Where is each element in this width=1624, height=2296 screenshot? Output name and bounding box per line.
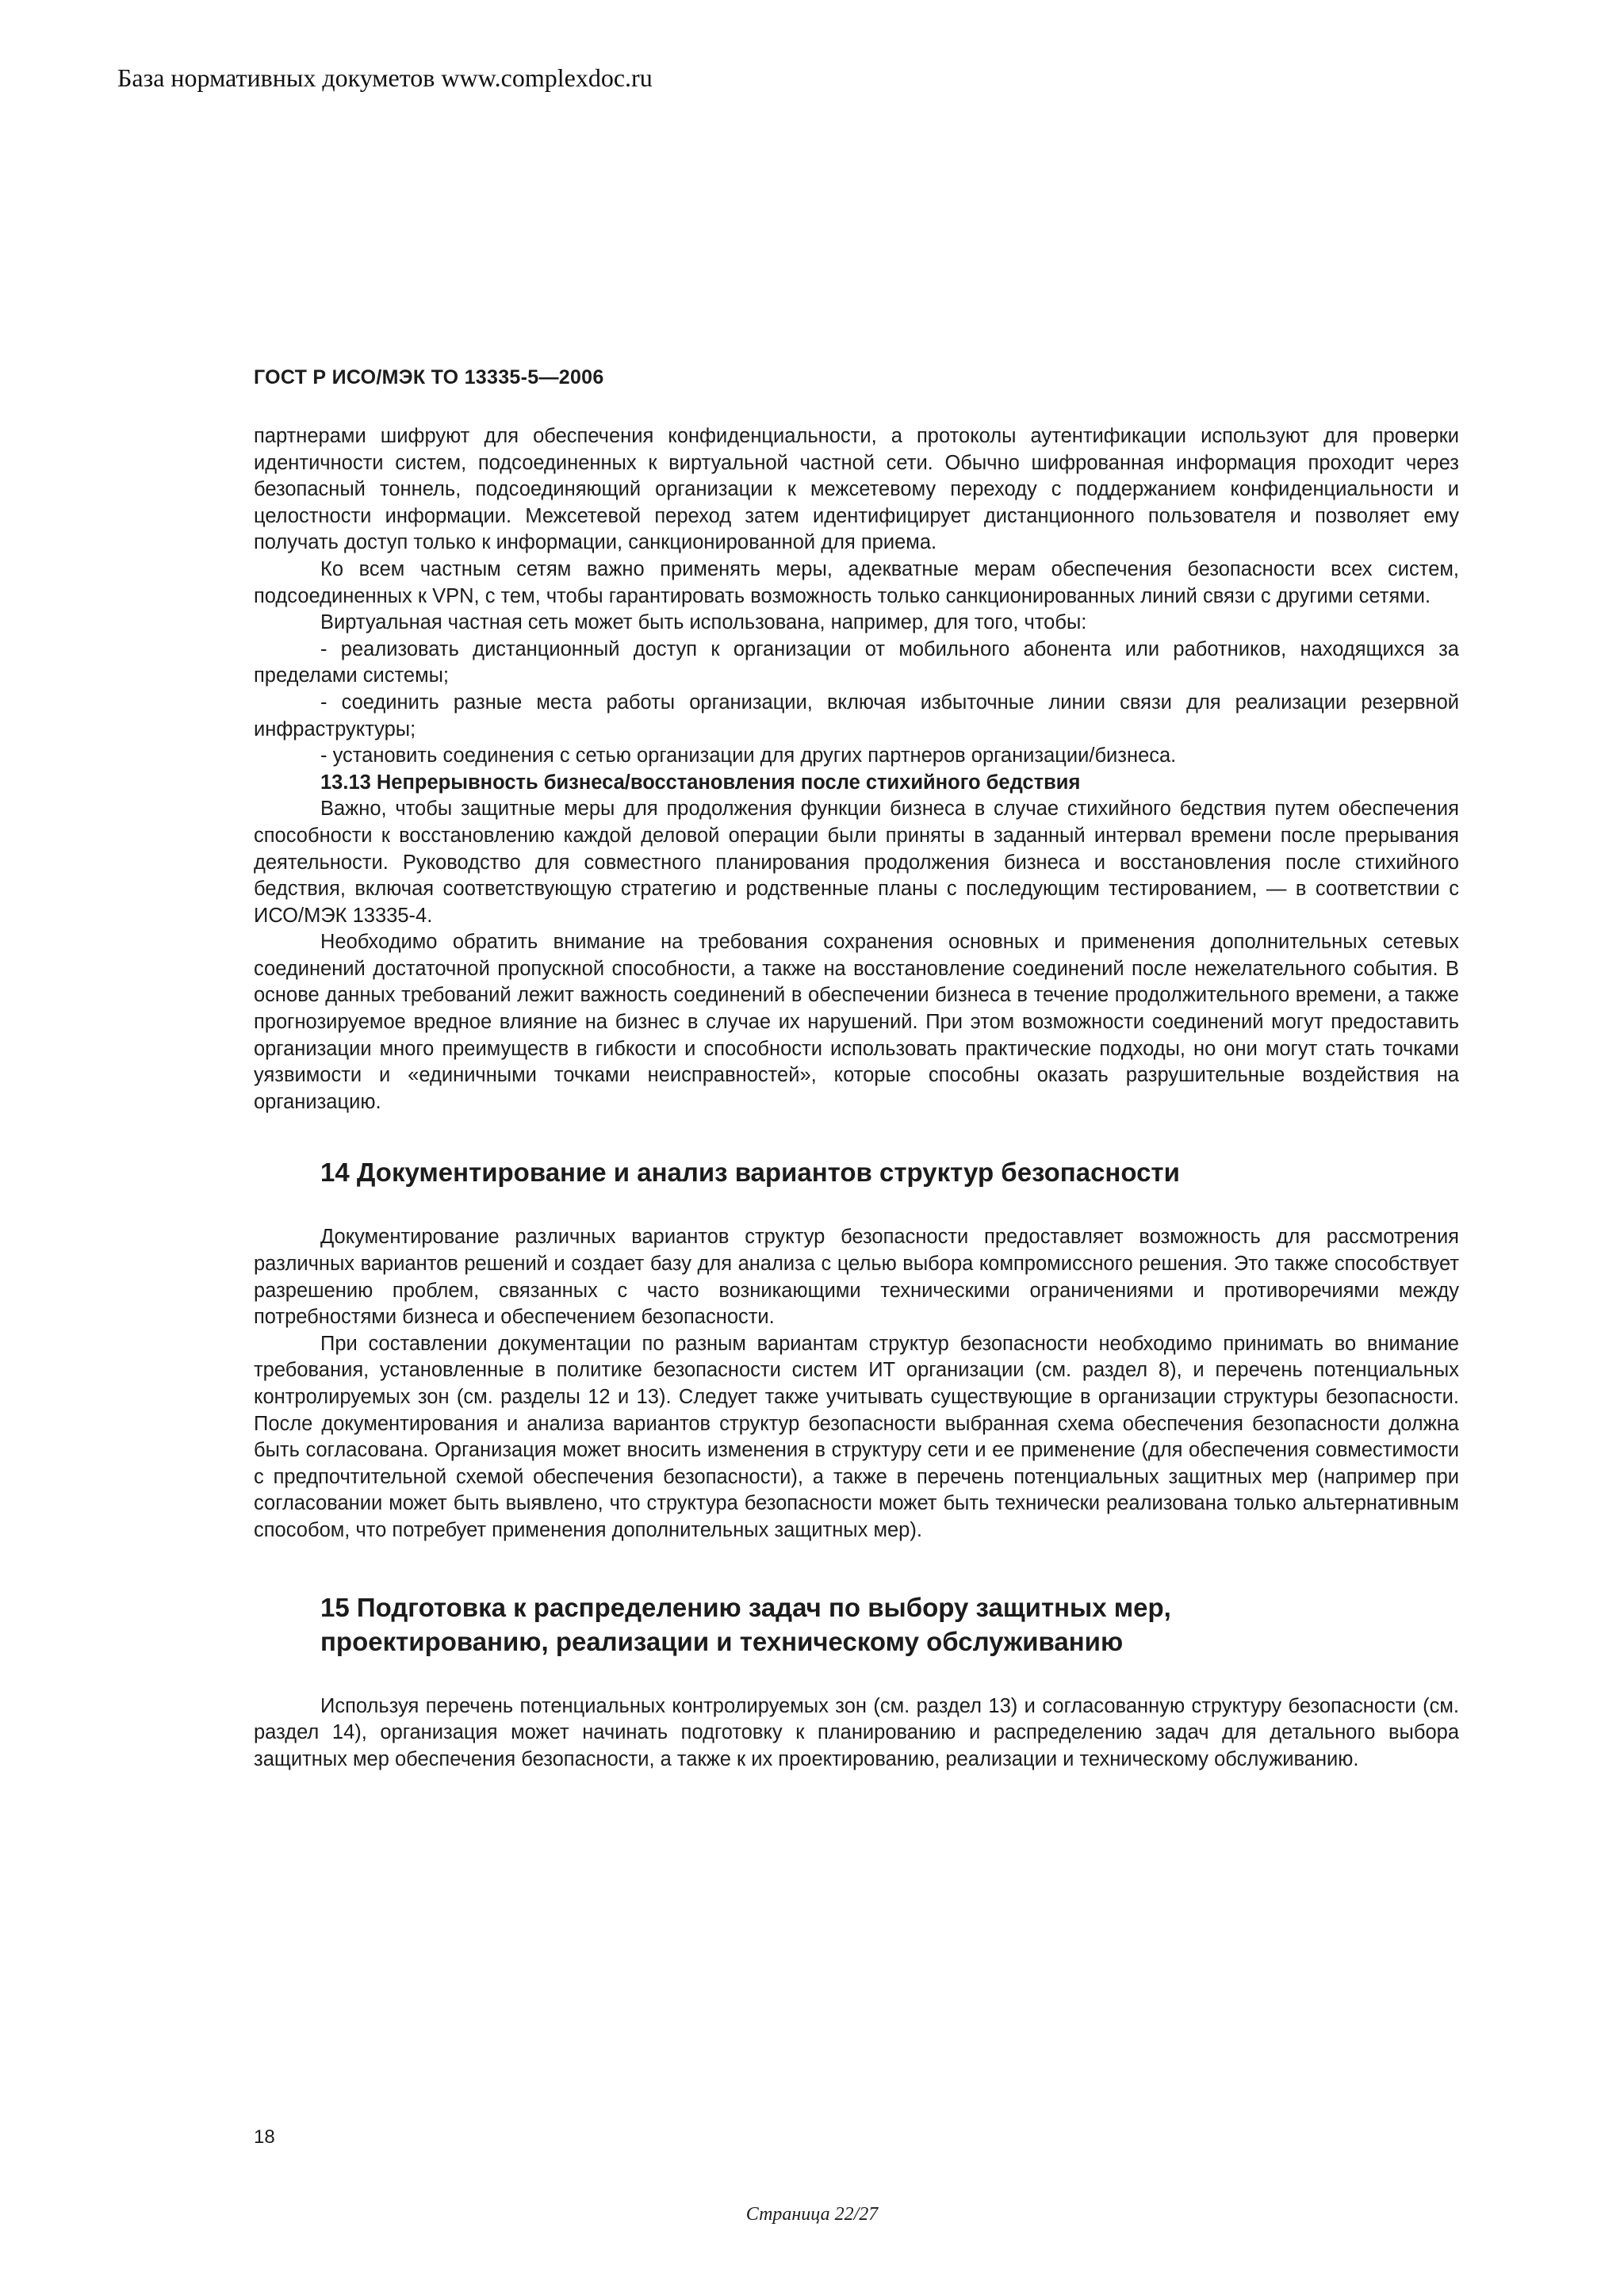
document-body — [254, 423, 1459, 1773]
section-heading-15-line-1: 15 Подготовка к распределению задач по выбору защитных мер, — [320, 1592, 1171, 1622]
paragraph-vpn-continuation: партнерами шифруют для обеспечения конфиденциальности, а протоколы аутентификации используют для проверки идентичности систем, подсоединенных к виртуальной частной сети. Обычно шифрованная информация проходит через безопасный тоннель, подсоединяющий организации к межсетевому переходу с поддержанием конфиденциальности и целостности информации. Межсетевой переход затем идентифицирует дистанционного пользователя и позволяет ему получать доступ только к информации, санкционированной для приема. — [254, 425, 1459, 554]
paragraph-private-networks: Ко всем частным сетям важно применять меры, адекватные мерам обеспечения безопасности всех систем, подсоединенных к VPN, с тем, чтобы гарантировать возможность только санкционированных линий связи с другими сетями. — [254, 557, 1459, 607]
list-item-partner-connections: - установить соединения с сетью организации для других партнеров организации/бизнеса. — [320, 744, 1177, 767]
section-heading-14: 14 Документирование и анализ вариантов структур безопасности — [320, 1158, 1180, 1188]
list-item-connect-sites: - соединить разные места работы организации, включая избыточные линии связи для реализации резервной инфраструктуры; — [254, 691, 1459, 740]
paragraph-business-continuity: Важно, чтобы защитные меры для продолжения функции бизнеса в случае стихийного бедствия путем обеспечения способности к восстановлению каждой деловой операции были приняты в заданный интервал времени после прерывания деятельности. Руководство для совместного планирования продолжения бизнеса и восстановления после стихийного бедствия, включая соответствующую стратегию и родственные планы с последующим тестированием, — в соответствии с ИСО/МЭК 13335-4. — [254, 798, 1459, 927]
site-watermark: База нормативных докуметов www.complexdoc.ru — [117, 63, 653, 92]
paragraph-connection-requirements: Необходимо обратить внимание на требования сохранения основных и применения дополнительных сетевых соединений достаточной пропускной способности, а также на восстановление соединений после нежелательного события. В основе данных требований лежит важность соединений в обеспечении бизнеса в течение продолжительного времени, а также прогнозируемое вредное влияние на бизнес в случае их нарушений. При этом возможности соединений могут предоставить организации много преимуществ в гибкости и способности использовать практические подходы, но они могут стать точками уязвимости и «единичными точками неисправностей», которые способны оказать разрушительные воздействия на организацию. — [254, 931, 1459, 1113]
section-heading-15 — [254, 1590, 1459, 1659]
paragraph-task-preparation: Используя перечень потенциальных контролируемых зон (см. раздел 13) и согласованную структуру безопасности (см. раздел 14), организация может начинать подготовку к планированию и распределению задач для детального выбора защитных мер обеспечения безопасности, а также к их проектированию, реализации и техническому обслуживанию. — [254, 1694, 1459, 1770]
section-heading-15-line-2: проектированию, реализации и техническому обслуживанию — [320, 1626, 1124, 1656]
subsection-heading-13-13: 13.13 Непрерывность бизнеса/восстановления после стихийного бедствия — [320, 771, 1081, 794]
page-number: 18 — [254, 2126, 275, 2148]
paragraph-documentation-requirements: При составлении документации по разным вариантам структур безопасности необходимо принимать во внимание требования, установленные в политике безопасности систем ИТ организации (см. раздел 8), и перечень потенциальных контролируемых зон (см. разделы 12 и 13). Следует также учитывать существующие в организации структуры безопасности. После документирования и анализа вариантов структур безопасности выбранная схема обеспечения безопасности должна быть согласована. Организация может вносить изменения в структуру сети и ее применение (для обеспечения совместимости с предпочтительной схемой обеспечения безопасности), а также в перечень потенциальных защитных мер (например при согласовании может быть выявлено, что структура безопасности может быть технически реализована только альтернативным способом, что потребует применения дополнительных защитных мер). — [254, 1332, 1459, 1541]
paragraph-documenting-variants: Документирование различных вариантов структур безопасности предоставляет возможность для рассмотрения различных вариантов решений и создает базу для анализа с целью выбора компромиссного решения. Это также способствует разрешению проблем, связанных с часто возникающими техническими ограничениями и противоречиями между потребностями бизнеса и обеспечением безопасности. — [254, 1226, 1459, 1329]
paragraph-vpn-uses-intro: Виртуальная частная сеть может быть использована, например, для того, чтобы: — [320, 611, 1087, 634]
list-item-remote-access: - реализовать дистанционный доступ к организации от мобильного абонента или работников, находящихся за пределами системы; — [254, 637, 1459, 687]
page-counter: Страница 22/27 — [745, 2204, 879, 2225]
document-code-header: ГОСТ Р ИСО/МЭК ТО 13335-5—2006 — [254, 366, 604, 388]
